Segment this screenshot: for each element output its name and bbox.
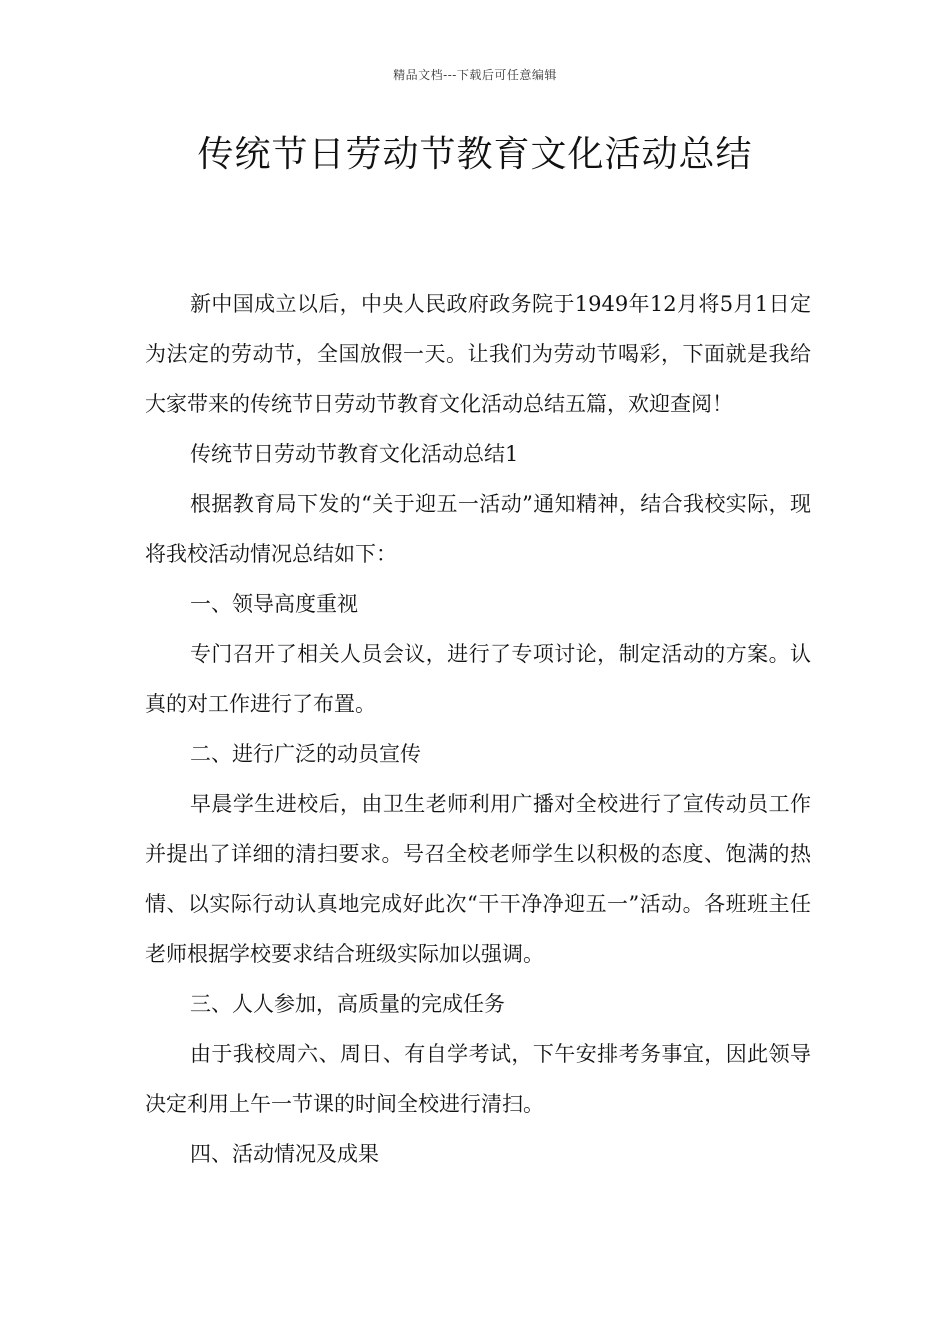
subheading: 二、进行广泛的动员宣传 [190,742,421,766]
paragraph: 早晨学生进校后，由卫生老师利用广播对全校进行了宣传动员工作并提出了详细的清扫要求。号召全校老师学生以积极的态度、饱满的热情、以实际行动认真地完成好此次“干干净净迎五一”活动。各班班主任老师根据学校要求结合班级实际加以强调。 [145,792,811,966]
section-heading-1: 传统节日劳动节教育文化活动总结1 [190,442,519,466]
document-title: 传统节日劳动节教育文化活动总结 [197,134,753,175]
subheading: 三、人人参加，高质量的完成任务 [190,992,505,1016]
subheading: 四、活动情况及成果 [190,1142,379,1166]
paragraph: 专门召开了相关人员会议，进行了专项讨论，制定活动的方案。认真的对工作进行了布置。 [145,642,811,716]
subheading: 一、领导高度重视 [190,592,358,616]
paragraph-intro: 新中国成立以后，中央人民政府政务院于1949年12月将5月1日定为法定的劳动节，全国放假一天。让我们为劳动节喝彩，下面就是我给大家带来的传统节日劳动节教育文化活动总结五篇，欢迎查阅！ [145,292,811,416]
paragraph: 根据教育局下发的“关于迎五一活动”通知精神，结合我校实际，现将我校活动情况总结如下： [145,492,811,566]
header-note: 精品文档---下载后可任意编辑 [393,68,557,82]
document-body [145,279,811,1179]
paragraph: 由于我校周六、周日、有自学考试，下午安排考务事宜，因此领导决定利用上午一节课的时间全校进行清扫。 [145,1042,811,1116]
